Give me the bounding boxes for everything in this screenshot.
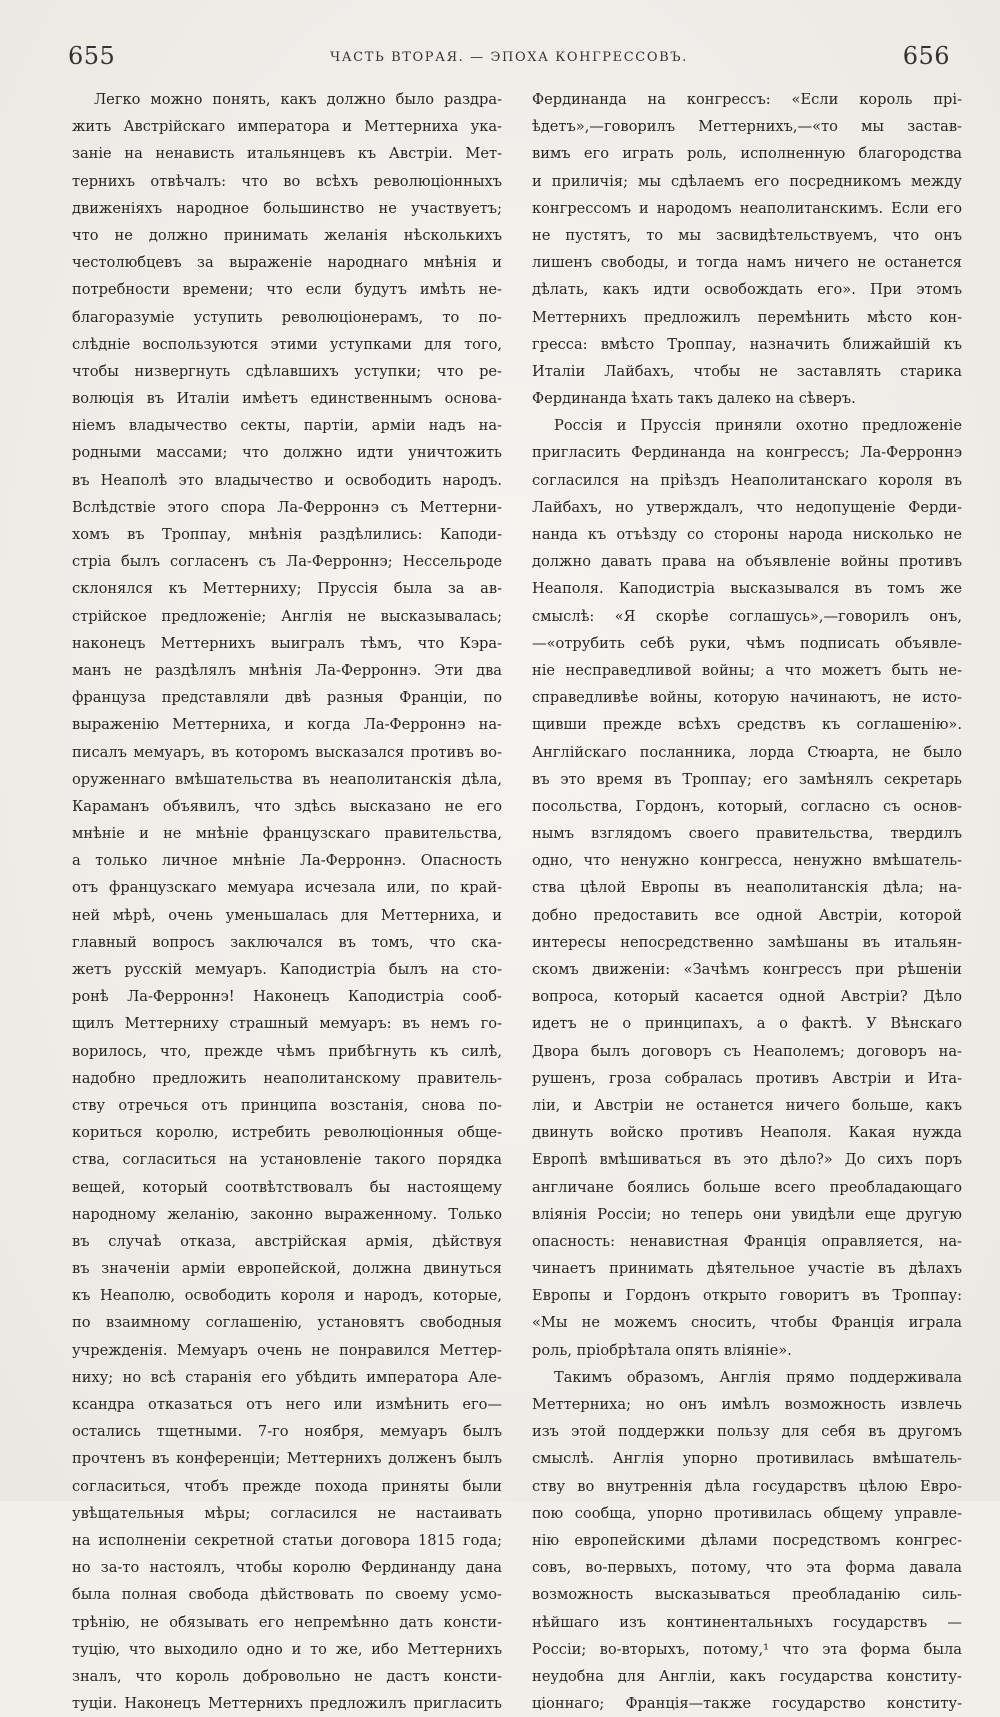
- text-line: идетъ не о принципахъ, а о фактѣ. У Вѣнскаго: [532, 1015, 962, 1033]
- text-line: увѣщательныя мѣры; согласился не настаивать: [72, 1504, 502, 1522]
- text-line: хомъ въ Троппау, мнѣнія раздѣлились: Каподи-: [72, 526, 502, 543]
- text-line: рушенъ, гроза собралась противъ Австріи и Ита-: [532, 1069, 962, 1087]
- text-line: въ значеніи арміи европейской, должна двинуться: [72, 1260, 502, 1278]
- text-line: Италіи Лайбахъ, чтобы не заставлять старика: [532, 362, 962, 380]
- text-line: ліи, и Австріи не останется ничего больше, какъ: [532, 1096, 962, 1114]
- text-line: возможность высказываться преобладанію силь-: [532, 1586, 962, 1604]
- text-line: неудобна для Англіи, какъ государства конститу-: [532, 1667, 962, 1685]
- text-columns: [72, 86, 962, 1717]
- text-line: волюція въ Италіи имѣетъ единственнымъ основа-: [72, 390, 502, 408]
- text-line: должно давать права на объявленіе войны противъ: [532, 553, 962, 571]
- text-line: выраженію Меттерниха, и когда Ла-Ферроннэ на-: [72, 716, 502, 734]
- text-line: надобно предложить неаполитанскому правитель-: [72, 1069, 502, 1087]
- text-line: движеніяхъ народное большинство не участвуетъ;: [72, 199, 502, 217]
- text-line: отъ французскаго мемуара исчезала или, по край-: [72, 879, 502, 897]
- text-line: Караманъ объявилъ, что здѣсь высказано не его: [72, 797, 502, 815]
- text-line: вліянія Россіи; но теперь они увидѣли еще другую: [532, 1205, 962, 1223]
- text-line: въ случаѣ отказа, австрійская армія, дѣйствуя: [72, 1232, 502, 1250]
- text-line: честолюбцевъ за выраженіе народнаго мнѣнія и: [72, 254, 502, 272]
- text-line: но за-то настоялъ, чтобы королю Фердинанду дана: [72, 1559, 502, 1577]
- text-line: Фердинанда на конгрессъ: «Если король прі-: [532, 91, 962, 108]
- text-line: вимъ его играть роль, исполненную благородства: [532, 145, 962, 163]
- text-line: вещей, который соотвѣтствовалъ бы настоящему: [72, 1178, 502, 1196]
- text-line: Неаполя. Каподистріа высказывался въ томъ же: [532, 580, 962, 598]
- text-line: смыслѣ: «Я скорѣе соглашусь»,—говорилъ онъ,: [532, 607, 962, 625]
- text-line: согласиться, чтобъ прежде похода приняты были: [72, 1477, 502, 1495]
- text-line: чтобы низвергнуть сдѣлавшихъ уступки; что ре-: [72, 362, 502, 380]
- text-line: заніе на ненависть итальянцевъ къ Австріи. Мет-: [72, 145, 502, 163]
- text-line: вопроса, который касается одной Австріи? Дѣло: [532, 988, 962, 1006]
- text-line: жетъ русскій мемуаръ. Каподистріа былъ на сто-: [72, 961, 502, 978]
- running-header: [68, 42, 950, 74]
- text-line: слѣдніе воспользуются этими уступками для того,: [72, 335, 502, 353]
- text-line: зналъ, что король добровольно не дастъ консти-: [72, 1667, 502, 1685]
- text-line: добно предоставить все одной Австріи, которой: [532, 906, 962, 924]
- text-line: ству отречься отъ принципа возстанія, снова по-: [72, 1096, 502, 1114]
- text-line: ней мѣрѣ, очень уменьшалась для Меттерниха, и: [72, 906, 502, 924]
- text-line: въ это время въ Троппау; его замѣнялъ секретарь: [532, 770, 962, 788]
- text-line: что не должно принимать желанія нѣсколькихъ: [72, 226, 502, 244]
- text-line: гресса: вмѣсто Троппау, назначить ближайшій къ: [532, 335, 962, 353]
- text-line: жить Австрійскаго императора и Меттерниха ука-: [72, 118, 502, 136]
- text-line: мнѣніе и не мнѣніе французскаго правительства,: [72, 825, 502, 843]
- text-line: Лайбахъ, но утверждалъ, что недопущеніе Ферди-: [532, 498, 962, 516]
- text-line: двинуть войско противъ Неаполя. Какая нужда: [532, 1124, 962, 1142]
- text-line: нанда къ отъѣзду со стороны народа нисколько не: [532, 526, 962, 543]
- text-line: Такимъ образомъ, Англія прямо поддерживала: [554, 1368, 962, 1386]
- text-line: скомъ движеніи: «Зачѣмъ конгрессъ при рѣшеніи: [532, 961, 962, 978]
- text-line: Европы и Гордонъ открыто говоритъ въ Троппау:: [532, 1287, 962, 1305]
- text-line: народному желанію, законно выраженному. Только: [72, 1205, 502, 1223]
- text-line: совъ, во-первыхъ, потому, что эта форма давала: [532, 1559, 962, 1577]
- text-line: щилъ Меттерниху страшный мемуаръ: въ немъ го-: [72, 1015, 502, 1033]
- text-line: Европѣ вмѣшиваться въ это дѣло?» До сихъ поръ: [532, 1151, 962, 1169]
- text-line: ронѣ Ла-Ферроннэ! Наконецъ Каподистріа сооб-: [72, 988, 502, 1006]
- text-line: учрежденія. Мемуаръ очень не понравился Меттер-: [72, 1341, 502, 1359]
- text-line: Англійскаго посланника, лорда Стюарта, не было: [532, 743, 962, 761]
- text-line: —«отрубить себѣ руки, чѣмъ подписать объявле-: [532, 634, 962, 652]
- text-line: роль, пріобрѣтала опять вліяніе».: [532, 1341, 792, 1359]
- text-line: кориться королю, истребить революціонныя обще-: [72, 1124, 502, 1142]
- text-line: Вслѣдствіе этого спора Ла-Ферроннэ съ Меттерни-: [72, 498, 502, 516]
- text-line: главный вопросъ заключался въ томъ, что ска-: [72, 933, 502, 951]
- text-line: Меттерниха; но онъ имѣлъ возможность извлечь: [532, 1396, 962, 1413]
- text-line: родными массами; что должно идти уничтожить: [72, 444, 502, 462]
- text-line: стріа былъ согласенъ съ Ла-Ферроннэ; Нессельроде: [72, 553, 502, 571]
- text-line: согласился на пріѣздъ Неаполитанскаго короля въ: [532, 471, 962, 489]
- text-line: ніемъ владычество секты, партіи, арміи надъ на-: [72, 417, 502, 435]
- text-line: француза представляли двѣ разныя Франціи, по: [72, 689, 502, 707]
- text-line: Россія и Пруссія приняли охотно предложеніе: [554, 417, 962, 435]
- text-line: пригласить Фердинанда на конгрессъ; Ла-Ферроннэ: [532, 444, 962, 462]
- text-line: ніе несправедливой войны; а что можетъ быть не-: [532, 661, 962, 679]
- text-line: чинаетъ принимать дѣятельное участіе въ дѣлахъ: [532, 1260, 962, 1278]
- text-line: къ Неаполю, освободить короля и народъ, которые,: [72, 1287, 502, 1305]
- left-column: [72, 86, 502, 1717]
- text-line: нымъ взглядомъ своего правительства, твердилъ: [532, 825, 962, 843]
- text-line: манъ не раздѣлялъ мнѣнія Ла-Ферроннэ. Эти два: [72, 661, 502, 679]
- text-line: интересы непосредственно замѣшаны въ итальян-: [532, 933, 962, 951]
- text-line: нѣйшаго изъ континентальныхъ государствъ —: [532, 1613, 962, 1631]
- text-line: справедливѣе войны, которую начинаютъ, не исто-: [532, 689, 962, 707]
- text-line: ства, согласиться на установленіе такого порядка: [72, 1151, 502, 1169]
- text-line: стрійское предложеніе; Англія не высказывалась;: [72, 607, 502, 625]
- text-line: въ Неаполѣ это владычество и освободить народъ.: [72, 471, 502, 489]
- text-line: благоразуміе уступить революціонерамъ, то по-: [72, 308, 502, 326]
- text-line: нію европейскими дѣлами посредствомъ конгрес-: [532, 1531, 962, 1549]
- text-line: прочтенъ въ конференціи; Меттернихъ долженъ былъ: [72, 1450, 502, 1468]
- text-line: а только личное мнѣніе Ла-Ферроннэ. Опасность: [72, 852, 502, 870]
- right-column: [532, 86, 962, 1717]
- page-number-left: 655: [68, 42, 116, 70]
- text-line: Меттернихъ предложилъ перемѣнить мѣсто кон-: [532, 308, 962, 326]
- text-line: и приличія; мы сдѣлаемъ его посредникомъ между: [532, 172, 962, 190]
- text-line: Фердинанда ѣхать такъ далеко на сѣверъ.: [532, 390, 856, 408]
- text-line: лишенъ свободы, и тогда намъ ничего не останется: [532, 254, 962, 272]
- text-line: была полная свобода дѣйствовать по своему усмо-: [72, 1586, 502, 1604]
- text-line: дѣлать, какъ идти освобождать его». При этомъ: [532, 281, 962, 299]
- text-line: Легко можно понять, какъ должно было раздра-: [94, 91, 502, 108]
- text-line: Россіи; во-вторыхъ, потому,¹ что эта форма была: [532, 1640, 962, 1658]
- text-line: наконецъ Меттернихъ выигралъ тѣмъ, что Кэра-: [72, 634, 502, 652]
- text-line: Двора былъ договоръ съ Неаполемъ; договоръ на-: [532, 1042, 962, 1060]
- text-line: трѣнію, не обязывать его непремѣнно дать консти-: [72, 1613, 502, 1631]
- text-line: склонялся къ Меттерниху; Пруссія была за ав-: [72, 580, 502, 598]
- text-line: оруженнаго вмѣшательства въ неаполитанскія дѣла,: [72, 770, 502, 788]
- text-line: одно, что ненужно конгресса, ненужно вмѣшатель-: [532, 852, 962, 870]
- text-line: конгрессомъ и народомъ неаполитанскимъ. Если его: [532, 199, 962, 217]
- text-line: смыслѣ. Англія упорно противилась вмѣшатель-: [532, 1450, 962, 1468]
- text-line: щивши прежде всѣхъ средствъ къ соглашенію».: [532, 716, 962, 734]
- text-line: ства цѣлой Европы въ неаполитанскія дѣла; на-: [532, 879, 962, 897]
- text-line: писалъ мемуаръ, въ которомъ высказался противъ во-: [72, 743, 502, 761]
- text-line: ниху; но всѣ старанія его убѣдить императора Але-: [72, 1368, 502, 1386]
- text-line: ворилось, что, прежде чѣмъ прибѣгнуть къ силѣ,: [72, 1042, 502, 1060]
- text-line: туцію, что выходило одно и то же, ибо Меттернихъ: [72, 1640, 502, 1658]
- text-line: ству во внутреннія дѣла государствъ цѣлою Евро-: [532, 1477, 962, 1495]
- running-title: ЧАСТЬ ВТОРАЯ. — ЭПОХА КОНГРЕССОВЪ.: [330, 50, 688, 65]
- text-line: ксандра отказаться отъ него или измѣнить его—: [72, 1396, 502, 1413]
- text-line: ѣдетъ»,—говорилъ Меттернихъ,—«то мы застав-: [532, 118, 962, 136]
- text-line: пою сообща, упорно противилась общему управле-: [532, 1504, 962, 1522]
- text-line: на исполненіи секретной статьи договора 1815 года;: [72, 1531, 502, 1549]
- text-line: «Мы не можемъ сносить, чтобы Франція играла: [532, 1314, 962, 1332]
- text-line: тернихъ отвѣчалъ: что во всѣхъ революціонныхъ: [72, 172, 502, 190]
- page-number-right: 656: [902, 42, 950, 70]
- text-line: англичане боялись больше всего преобладающаго: [532, 1178, 962, 1196]
- text-line: опасность: ненавистная Франція оправляется, на-: [532, 1232, 962, 1250]
- text-line: остались тщетными. 7-го ноября, мемуаръ былъ: [72, 1423, 502, 1441]
- text-line: потребности времени; что если будутъ имѣть не-: [72, 281, 502, 299]
- text-line: изъ этой поддержки пользу для себя въ другомъ: [532, 1423, 962, 1441]
- text-line: туціи. Наконецъ Меттернихъ предложилъ пригласить: [72, 1695, 502, 1713]
- text-line: ціоннаго; Франція—также государство конститу-: [532, 1695, 962, 1713]
- text-line: посольства, Гордонъ, который, согласно съ основ-: [532, 797, 962, 815]
- text-line: не пустятъ, то мы засвидѣтельствуемъ, что онъ: [532, 226, 962, 244]
- text-line: по взаимному соглашенію, установятъ свободныя: [72, 1314, 502, 1332]
